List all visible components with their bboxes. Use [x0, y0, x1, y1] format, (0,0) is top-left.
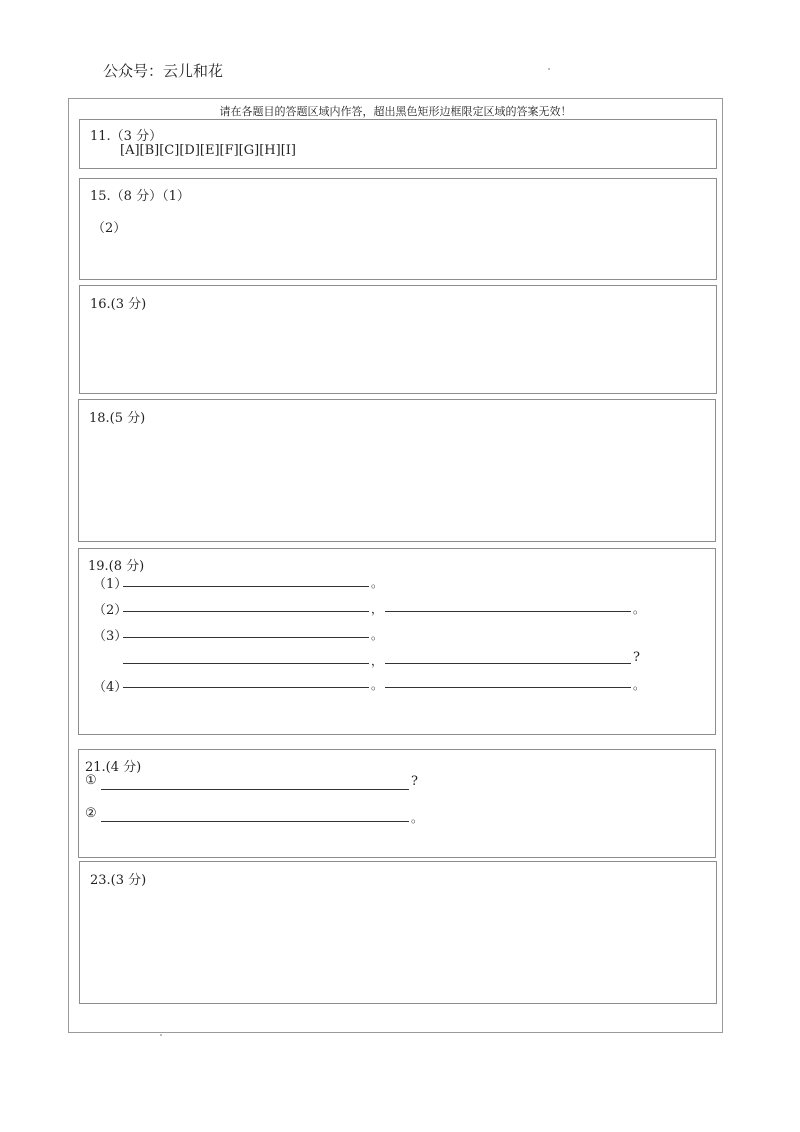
- period-mark: 。: [411, 811, 424, 825]
- public-account-header: 公众号：云儿和花: [103, 62, 224, 80]
- answer-line-19-4b[interactable]: [385, 687, 631, 688]
- answer-line-19-1[interactable]: [123, 586, 369, 587]
- question-21-label: 21.(4 分): [85, 760, 142, 775]
- question-23-box[interactable]: [79, 861, 717, 1004]
- speck-mark: [548, 68, 550, 70]
- period-mark: 。: [371, 628, 384, 642]
- answer-line-19-4a[interactable]: [123, 687, 369, 688]
- answer-line-21-2[interactable]: [101, 821, 409, 822]
- circled-two-label: ②: [85, 806, 97, 821]
- answer-line-19-3b[interactable]: [123, 663, 369, 664]
- question-mark: ?: [633, 650, 640, 665]
- question-16-label: 16.(3 分): [90, 297, 147, 312]
- question-11-options[interactable]: [A][B][C][D][E][F][G][H][I]: [120, 143, 296, 158]
- period-mark: 。: [371, 576, 384, 590]
- question-11-box: [79, 119, 717, 169]
- period-mark: 。: [371, 678, 384, 692]
- comma-mark: ，: [371, 654, 384, 668]
- answer-area-notice: 请在各题目的答题区域内作答，超出黑色矩形边框限定区域的答案无效！: [219, 105, 572, 118]
- question-15-box[interactable]: [79, 178, 717, 280]
- question-19-label: 19.(8 分): [88, 559, 145, 574]
- question-mark: ?: [411, 774, 418, 789]
- answer-line-19-2b[interactable]: [385, 611, 631, 612]
- comma-mark: ，: [371, 602, 384, 616]
- answer-line-19-3a[interactable]: [123, 637, 369, 638]
- question-19-part1-label: （1）: [93, 577, 128, 592]
- question-15-label: 15.（8 分）（1）: [90, 189, 190, 204]
- question-11-label: 11.（3 分）: [90, 129, 163, 144]
- question-21-box: [78, 749, 716, 858]
- period-mark: 。: [633, 602, 646, 616]
- question-19-box: [78, 548, 716, 735]
- answer-line-19-2a[interactable]: [123, 611, 369, 612]
- question-18-label: 18.(5 分): [89, 411, 146, 426]
- question-18-box[interactable]: [78, 399, 716, 542]
- circled-one-label: ①: [85, 773, 97, 788]
- answer-sheet-frame: [68, 98, 723, 1033]
- question-19-part4-label: （4）: [93, 680, 128, 695]
- question-19-part2-label: （2）: [93, 603, 128, 618]
- question-16-box[interactable]: [79, 285, 717, 394]
- speck-mark: [160, 1034, 162, 1036]
- answer-line-19-3c[interactable]: [385, 663, 631, 664]
- question-19-part3-label: （3）: [93, 629, 128, 644]
- answer-line-21-1[interactable]: [101, 789, 409, 790]
- question-15-part2-label: （2）: [92, 221, 127, 236]
- question-23-label: 23.(3 分): [90, 873, 147, 888]
- period-mark: 。: [633, 678, 646, 692]
